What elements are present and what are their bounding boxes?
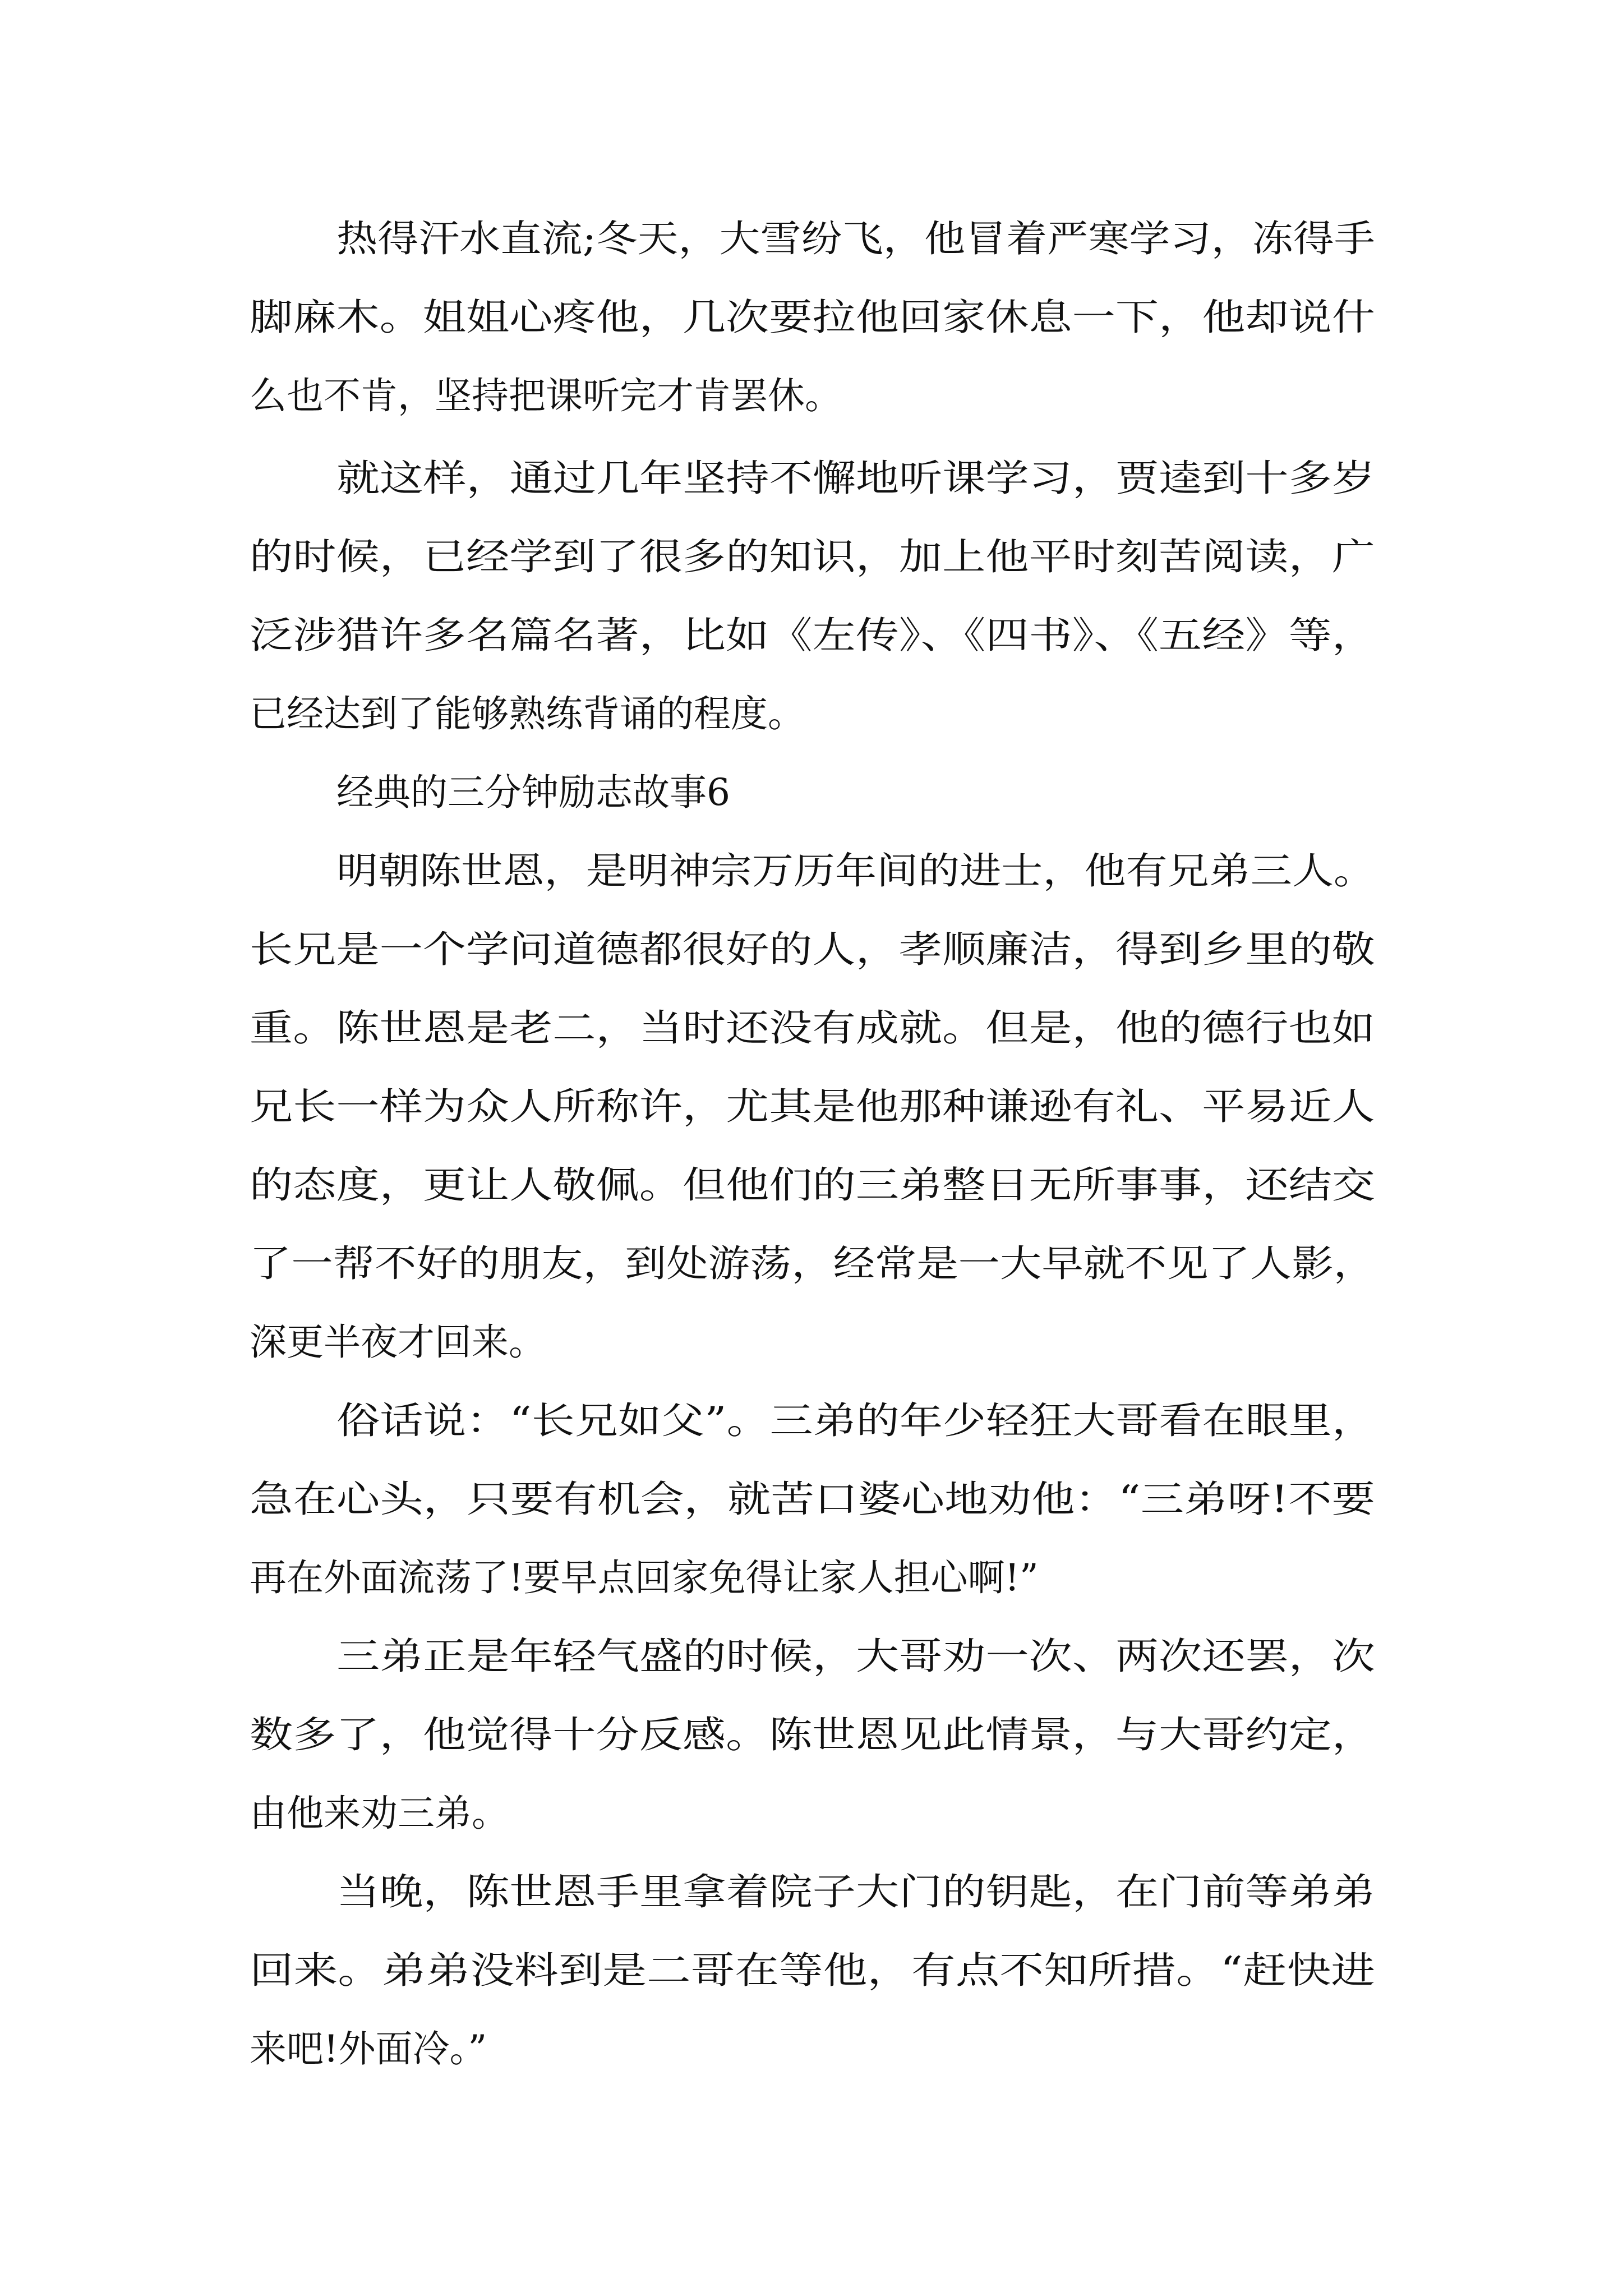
paragraph-line: 明朝陈世恩，是明神宗万历年间的进士，他有兄弟三人。	[336, 849, 1375, 892]
paragraph-line: 深更半夜才回来。	[250, 1320, 546, 1364]
paragraph-line: 当晚，陈世恩手里拿着院子大门的钥匙，在门前等弟弟	[336, 1870, 1375, 1913]
paragraph-line: 急在心头，只要有机会，就苦口婆心地劝他：“三弟呀!不要	[250, 1478, 1375, 1521]
paragraph-line: 就这样，通过几年坚持不懈地听课学习，贾逵到十多岁	[336, 457, 1375, 500]
paragraph-line: 长兄是一个学问道德都很好的人，孝顺廉洁，得到乡里的敬	[250, 928, 1375, 971]
paragraph-line: 数多了，他觉得十分反感。陈世恩见此情景，与大哥约定，	[250, 1713, 1375, 1756]
paragraph-line: 由他来劝三弟。	[250, 1792, 509, 1835]
paragraph-line: 的时候，已经学到了很多的知识，加上他平时刻苦阅读，广	[250, 535, 1375, 578]
paragraph-line: 了一帮不好的朋友，到处游荡，经常是一大早就不见了人影，	[250, 1242, 1375, 1285]
paragraph-line: 热得汗水直流;冬天，大雪纷飞，他冒着严寒学习，冻得手	[336, 217, 1375, 260]
paragraph-line: 再在外面流荡了!要早点回家免得让家人担心啊!”	[250, 1556, 1039, 1599]
paragraph-line: 泛涉猎许多名篇名著，比如《左传》、《四书》、《五经》等，	[250, 614, 1375, 657]
story-heading: 经典的三分钟励志故事6	[336, 771, 730, 814]
paragraph-line: 已经达到了能够熟练背诵的程度。	[250, 692, 805, 735]
paragraph-line: 来吧!外面冷。”	[250, 2027, 487, 2070]
paragraph-line: 的态度，更让人敬佩。但他们的三弟整日无所事事，还结交	[250, 1163, 1375, 1207]
paragraph-line: 重。陈世恩是老二，当时还没有成就。但是，他的德行也如	[250, 1006, 1375, 1050]
paragraph-line: 三弟正是年轻气盛的时候，大哥劝一次、两次还罢，次	[336, 1635, 1375, 1678]
paragraph-line: 么也不肯，坚持把课听完才肯罢休。	[250, 374, 842, 417]
paragraph-line: 回来。弟弟没料到是二哥在等他，有点不知所措。“赶快进	[250, 1949, 1375, 1992]
paragraph-line: 兄长一样为众人所称许，尤其是他那种谦逊有礼、平易近人	[250, 1085, 1375, 1128]
paragraph-line: 脚麻木。姐姐心疼他，几次要拉他回家休息一下，他却说什	[250, 296, 1375, 339]
paragraph-line: 俗话说：“长兄如父”。三弟的年少轻狂大哥看在眼里，	[336, 1399, 1375, 1442]
